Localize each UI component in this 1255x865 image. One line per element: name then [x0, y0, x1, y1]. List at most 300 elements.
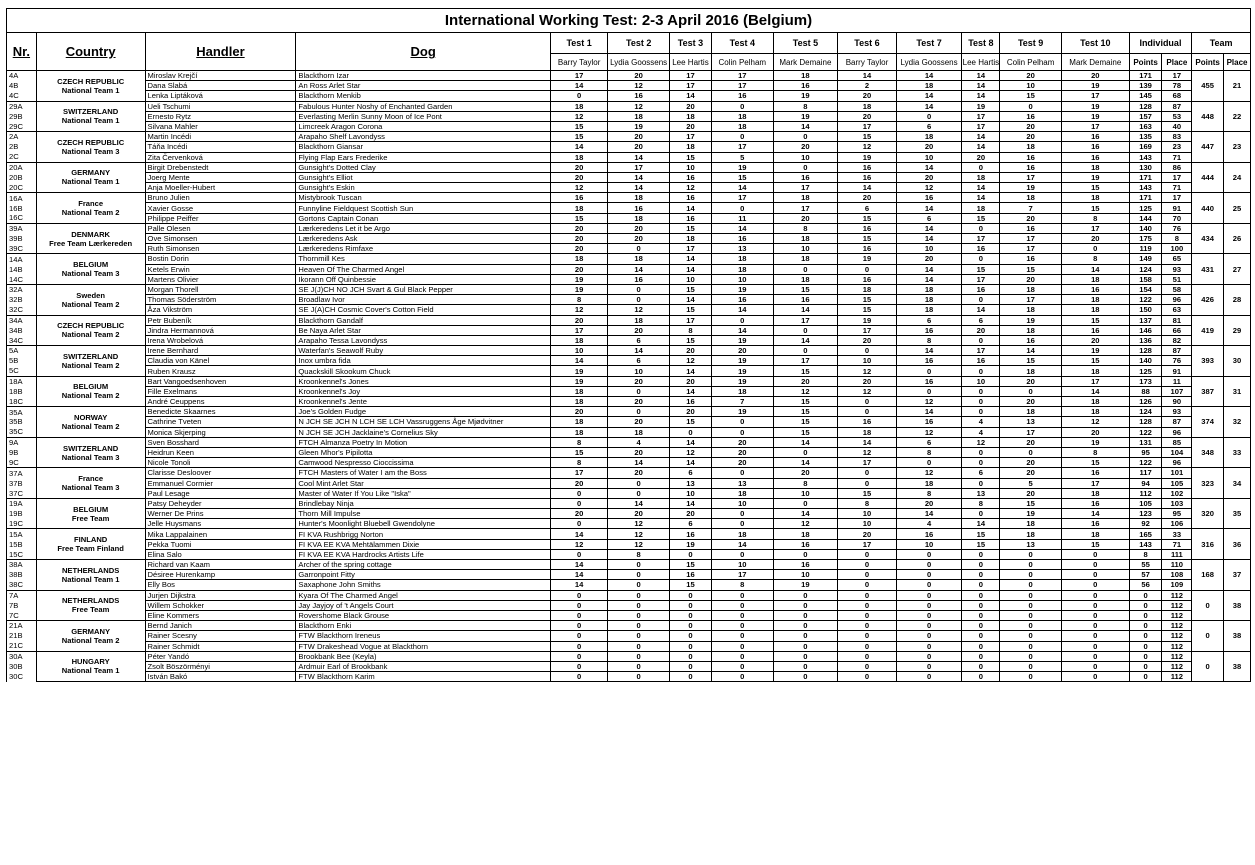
test-7-score: 8 — [896, 335, 962, 345]
team-country-cell — [36, 376, 145, 407]
header-country: Country — [36, 33, 145, 71]
dog-name: FTCH Masters of Water I am the Boss — [296, 468, 551, 478]
test-6-score: 14 — [838, 183, 896, 193]
individual-place: 71 — [1162, 152, 1192, 162]
test-2-score: 18 — [608, 254, 670, 264]
test-3-score: 16 — [669, 193, 711, 203]
entry-number: 7A — [7, 590, 37, 600]
test-2-score: 0 — [608, 610, 670, 620]
test-9-score: 0 — [1000, 600, 1062, 610]
dog-name: Thornmill Kes — [296, 254, 551, 264]
test-7-score: 6 — [896, 315, 962, 325]
table-row — [7, 101, 1251, 111]
test-3-score: 20 — [669, 121, 711, 131]
table-row — [7, 346, 1251, 356]
table-row — [7, 600, 1251, 610]
test-7-score: 16 — [896, 193, 962, 203]
test-1-score: 19 — [550, 366, 607, 376]
test-3-score: 17 — [669, 315, 711, 325]
test-10-score: 15 — [1061, 315, 1129, 325]
test-9-score: 14 — [1000, 346, 1062, 356]
individual-place: 110 — [1162, 560, 1192, 570]
test-3-score: 20 — [669, 509, 711, 519]
team-place: 21 — [1224, 71, 1251, 102]
dog-name: Kroonkennel's Jente — [296, 397, 551, 407]
table-row — [7, 234, 1251, 244]
test-9-score: 18 — [1000, 325, 1062, 335]
test-9-score: 18 — [1000, 305, 1062, 315]
test-10-score: 20 — [1061, 335, 1129, 345]
test-4-score: 18 — [712, 111, 774, 121]
team-points: 448 — [1192, 101, 1224, 132]
test-9-score: 20 — [1000, 274, 1062, 284]
handler-name: Åza Vikström — [145, 305, 296, 315]
dog-name: Ardmuir Earl of Brookbank — [296, 661, 551, 671]
test-7-score: 0 — [896, 621, 962, 631]
team-country: BELGIUM — [73, 260, 109, 270]
test-10-score: 12 — [1061, 417, 1129, 427]
header-place: Place — [1162, 54, 1192, 71]
individual-points: 140 — [1129, 356, 1162, 366]
test-9-score: 20 — [1000, 213, 1062, 223]
dog-name: SE J(A)CH Cosmic Cover's Cotton Field — [296, 305, 551, 315]
team-country: BELGIUM — [73, 382, 109, 392]
test-6-score: 0 — [838, 478, 896, 488]
table-row — [7, 549, 1251, 559]
test-5-score: 0 — [773, 325, 838, 335]
test-2-score: 6 — [608, 335, 670, 345]
individual-place: 109 — [1162, 580, 1192, 590]
dog-name: Archer of the spring cottage — [296, 560, 551, 570]
test-8-score: 19 — [962, 101, 1000, 111]
test-6-score: 18 — [838, 101, 896, 111]
test-3-score: 0 — [669, 672, 711, 682]
test-9-score: 19 — [1000, 315, 1062, 325]
handler-name: Fille Exelmans — [145, 386, 296, 396]
handler-name: Claudia von Känel — [145, 356, 296, 366]
test-7-score: 10 — [896, 244, 962, 254]
test-6-score: 14 — [838, 437, 896, 447]
test-2-score: 0 — [608, 661, 670, 671]
test-6-score: 20 — [838, 376, 896, 386]
test-2-score: 14 — [608, 498, 670, 508]
table-row — [7, 366, 1251, 376]
individual-place: 100 — [1162, 244, 1192, 254]
test-5-score: 0 — [773, 498, 838, 508]
test-9-score: 16 — [1000, 223, 1062, 233]
individual-place: 76 — [1162, 223, 1192, 233]
test-5-score: 10 — [773, 570, 838, 580]
handler-name: Ernesto Rytz — [145, 111, 296, 121]
individual-place: 66 — [1162, 325, 1192, 335]
team-country: Sweden — [76, 290, 105, 300]
test-3-score: 10 — [669, 488, 711, 498]
test-5-score: 8 — [773, 478, 838, 488]
team-country: SWITZERLAND — [63, 443, 119, 453]
dog-name: Jay Jayjoy of 't Angels Court — [296, 600, 551, 610]
handler-name: Willem Schokker — [145, 600, 296, 610]
team-points: 431 — [1192, 254, 1224, 285]
table-row — [7, 631, 1251, 641]
handler-name: Elina Salo — [145, 549, 296, 559]
test-9-score: 0 — [1000, 641, 1062, 651]
dog-name: Arapaho Shelf Lavondyss — [296, 132, 551, 142]
individual-points: 0 — [1129, 672, 1162, 682]
test-2-score: 16 — [608, 274, 670, 284]
test-5-score: 14 — [773, 335, 838, 345]
test-10-score: 0 — [1061, 600, 1129, 610]
test-5-score: 0 — [773, 549, 838, 559]
individual-place: 86 — [1162, 162, 1192, 172]
test-4-score: 13 — [712, 478, 774, 488]
individual-place: 17 — [1162, 172, 1192, 182]
test-8-score: 0 — [962, 295, 1000, 305]
table-row — [7, 488, 1251, 498]
test-4-score: 20 — [712, 346, 774, 356]
test-3-score: 15 — [669, 560, 711, 570]
test-4-score: 17 — [712, 71, 774, 81]
test-4-score: 0 — [712, 661, 774, 671]
test-6-score: 12 — [838, 366, 896, 376]
test-6-score: 12 — [838, 142, 896, 152]
team-points: 168 — [1192, 560, 1224, 591]
test-10-score: 20 — [1061, 71, 1129, 81]
test-3-score: 0 — [669, 651, 711, 661]
team-country-cell — [36, 223, 145, 254]
test-10-score: 16 — [1061, 284, 1129, 294]
test-3-score: 18 — [669, 142, 711, 152]
test-8-score: 0 — [962, 590, 1000, 600]
test-6-score: 19 — [838, 152, 896, 162]
test-5-score: 10 — [773, 152, 838, 162]
dog-name: Be Naya Arlet Star — [296, 325, 551, 335]
table-body — [7, 71, 1251, 682]
table-row — [7, 519, 1251, 529]
test-5-score: 12 — [773, 386, 838, 396]
entry-number: 16C — [7, 213, 37, 223]
test-6-score: 19 — [838, 315, 896, 325]
handler-name: Anja Moeller-Hubert — [145, 183, 296, 193]
test-6-score: 17 — [838, 458, 896, 468]
test-5-score: 0 — [773, 346, 838, 356]
team-country: CZECH REPUBLIC — [57, 321, 125, 331]
test-4-score: 17 — [712, 142, 774, 152]
test-9-score: 18 — [1000, 142, 1062, 152]
individual-points: 169 — [1129, 142, 1162, 152]
test-6-score: 0 — [838, 641, 896, 651]
table-row — [7, 651, 1251, 661]
dog-name: Lærkeredens Let it be Argo — [296, 223, 551, 233]
table-row — [7, 621, 1251, 631]
test-8-score: 0 — [962, 162, 1000, 172]
test-1-score: 19 — [550, 284, 607, 294]
table-row — [7, 274, 1251, 284]
test-2-score: 4 — [608, 437, 670, 447]
test-3-score: 20 — [669, 376, 711, 386]
table-row — [7, 203, 1251, 213]
team-name: Free Team — [71, 605, 110, 615]
test-6-score: 12 — [838, 386, 896, 396]
table-row — [7, 172, 1251, 182]
team-name: National Team 3 — [61, 483, 120, 493]
test-9-score: 0 — [1000, 560, 1062, 570]
test-6-score: 16 — [838, 417, 896, 427]
table-row — [7, 661, 1251, 671]
test-2-score: 20 — [608, 397, 670, 407]
test-10-score: 17 — [1061, 121, 1129, 131]
test-8-score: 14 — [962, 81, 1000, 91]
test-10-score: 15 — [1061, 203, 1129, 213]
dog-name: Waterfan's Seawolf Ruby — [296, 346, 551, 356]
table-row — [7, 244, 1251, 254]
team-name: National Team 2 — [61, 391, 120, 401]
test-2-score: 12 — [608, 519, 670, 529]
test-8-score: 0 — [962, 610, 1000, 620]
table-row — [7, 672, 1251, 682]
team-name: Free Team Finland — [57, 544, 124, 554]
header-test-9: Test 9 — [1000, 33, 1062, 54]
entry-number: 2A — [7, 132, 37, 142]
test-4-score: 19 — [712, 366, 774, 376]
individual-points: 122 — [1129, 295, 1162, 305]
test-1-score: 20 — [550, 509, 607, 519]
test-6-score: 10 — [838, 519, 896, 529]
header-nr: Nr. — [7, 33, 37, 71]
test-1-score: 0 — [550, 91, 607, 101]
handler-name: Morgan Thorell — [145, 284, 296, 294]
test-10-score: 16 — [1061, 498, 1129, 508]
test-3-score: 17 — [669, 132, 711, 142]
entry-number: 15B — [7, 539, 37, 549]
test-3-score: 15 — [669, 284, 711, 294]
test-4-score: 16 — [712, 295, 774, 305]
test-6-score: 17 — [838, 325, 896, 335]
test-7-score: 16 — [896, 325, 962, 335]
individual-points: 165 — [1129, 529, 1162, 539]
entry-number: 2B — [7, 142, 37, 152]
test-1-score: 12 — [550, 305, 607, 315]
test-5-score: 15 — [773, 417, 838, 427]
table-row — [7, 315, 1251, 325]
entry-number: 29B — [7, 111, 37, 121]
team-country: NORWAY — [73, 412, 108, 422]
team-points: 455 — [1192, 71, 1224, 102]
handler-name: Werner De Prins — [145, 509, 296, 519]
test-4-score: 18 — [712, 264, 774, 274]
test-6-score: 16 — [838, 162, 896, 172]
test-5-score: 16 — [773, 539, 838, 549]
entry-number: 18C — [7, 397, 37, 407]
table-row — [7, 397, 1251, 407]
test-9-score: 18 — [1000, 519, 1062, 529]
test-7-score: 20 — [896, 498, 962, 508]
individual-place: 112 — [1162, 631, 1192, 641]
test-7-score: 4 — [896, 519, 962, 529]
entry-number: 32A — [7, 284, 37, 294]
test-4-score: 14 — [712, 539, 774, 549]
test-2-score: 8 — [608, 549, 670, 559]
test-4-score: 0 — [712, 203, 774, 213]
test-5-score: 17 — [773, 183, 838, 193]
team-place: 38 — [1224, 590, 1251, 621]
test-2-score: 0 — [608, 560, 670, 570]
individual-place: 8 — [1162, 234, 1192, 244]
individual-points: 0 — [1129, 661, 1162, 671]
handler-name: Joerg Mente — [145, 172, 296, 182]
dog-name: Blackthorn Menkib — [296, 91, 551, 101]
individual-place: 108 — [1162, 570, 1192, 580]
individual-place: 91 — [1162, 366, 1192, 376]
test-8-score: 17 — [962, 234, 1000, 244]
dog-name: N JCH SE JCH N LCH SE LCH Vassruggens Åge Mjødvitner — [296, 417, 551, 427]
test-3-score: 0 — [669, 600, 711, 610]
dog-name: Ikorann Off Quinbessie — [296, 274, 551, 284]
dog-name: Blackthorn Giansar — [296, 142, 551, 152]
test-10-score: 17 — [1061, 91, 1129, 101]
test-10-score: 0 — [1061, 570, 1129, 580]
dog-name: Lærkeredens Ask — [296, 234, 551, 244]
dog-name: FTW Blackthorn Ireneus — [296, 631, 551, 641]
test-6-score: 0 — [838, 600, 896, 610]
test-1-score: 8 — [550, 458, 607, 468]
handler-name: Zsolt Böszörményi — [145, 661, 296, 671]
test-1-score: 18 — [550, 417, 607, 427]
handler-name: Palle Olesen — [145, 223, 296, 233]
handler-name: Elly Bos — [145, 580, 296, 590]
entry-number: 16A — [7, 193, 37, 203]
test-5-score: 0 — [773, 641, 838, 651]
team-country-cell — [36, 468, 145, 499]
test-4-score: 17 — [712, 570, 774, 580]
test-1-score: 0 — [550, 488, 607, 498]
individual-place: 23 — [1162, 142, 1192, 152]
team-name: National Team 2 — [61, 421, 120, 431]
test-4-score: 10 — [712, 560, 774, 570]
test-2-score: 20 — [608, 417, 670, 427]
test-4-score: 0 — [712, 590, 774, 600]
team-country: France — [78, 199, 104, 209]
team-country: FINLAND — [73, 535, 108, 545]
test-1-score: 20 — [550, 478, 607, 488]
test-3-score: 15 — [669, 335, 711, 345]
judge-6: Barry Taylor — [838, 54, 896, 71]
test-10-score: 8 — [1061, 447, 1129, 457]
test-9-score: 18 — [1000, 366, 1062, 376]
team-place: 30 — [1224, 346, 1251, 377]
test-2-score: 0 — [608, 580, 670, 590]
team-country: NETHERLANDS — [61, 565, 120, 575]
test-8-score: 6 — [962, 468, 1000, 478]
handler-name: Bruno Julien — [145, 193, 296, 203]
entry-number: 34A — [7, 315, 37, 325]
test-8-score: 8 — [962, 498, 1000, 508]
individual-points: 171 — [1129, 172, 1162, 182]
dog-name: Hunter's Moonlight Bluebell Gwendolyne — [296, 519, 551, 529]
test-7-score: 0 — [896, 458, 962, 468]
individual-place: 90 — [1162, 397, 1192, 407]
test-6-score: 0 — [838, 468, 896, 478]
dog-name: Joe's Golden Fudge — [296, 407, 551, 417]
handler-name: Ketels Erwin — [145, 264, 296, 274]
test-1-score: 8 — [550, 437, 607, 447]
table-row — [7, 458, 1251, 468]
individual-place: 96 — [1162, 295, 1192, 305]
test-3-score: 17 — [669, 244, 711, 254]
dog-name: Camwood Nespresso Cioccissima — [296, 458, 551, 468]
test-4-score: 8 — [712, 580, 774, 590]
test-9-score: 0 — [1000, 672, 1062, 682]
test-1-score: 17 — [550, 325, 607, 335]
entry-number: 37B — [7, 478, 37, 488]
test-2-score: 0 — [608, 284, 670, 294]
test-1-score: 14 — [550, 356, 607, 366]
handler-name: Bernd Janich — [145, 621, 296, 631]
entry-number: 21C — [7, 641, 37, 651]
team-country-cell — [36, 621, 145, 652]
team-country-cell — [36, 254, 145, 285]
test-2-score: 20 — [608, 376, 670, 386]
entry-number: 4A — [7, 71, 37, 81]
test-9-score: 0 — [1000, 631, 1062, 641]
team-place: 38 — [1224, 651, 1251, 682]
test-2-score: 18 — [608, 315, 670, 325]
individual-points: 92 — [1129, 519, 1162, 529]
header-test-2: Test 2 — [608, 33, 670, 54]
team-country-cell — [36, 193, 145, 224]
header-test-4: Test 4 — [712, 33, 774, 54]
test-8-score: 14 — [962, 183, 1000, 193]
handler-name: Emmanuel Cormier — [145, 478, 296, 488]
test-7-score: 20 — [896, 254, 962, 264]
test-9-score: 18 — [1000, 284, 1062, 294]
test-7-score: 0 — [896, 661, 962, 671]
test-4-score: 19 — [712, 335, 774, 345]
test-2-score: 14 — [608, 183, 670, 193]
test-5-score: 14 — [773, 458, 838, 468]
test-8-score: 15 — [962, 539, 1000, 549]
individual-points: 143 — [1129, 152, 1162, 162]
test-5-score: 16 — [773, 560, 838, 570]
test-3-score: 12 — [669, 447, 711, 457]
individual-place: 93 — [1162, 264, 1192, 274]
test-5-score: 0 — [773, 610, 838, 620]
test-7-score: 14 — [896, 407, 962, 417]
test-3-score: 18 — [669, 234, 711, 244]
team-country: SWITZERLAND — [63, 107, 119, 117]
handler-name: Nicole Tonoli — [145, 458, 296, 468]
test-6-score: 18 — [838, 427, 896, 437]
test-2-score: 20 — [608, 468, 670, 478]
entry-number: 30A — [7, 651, 37, 661]
individual-points: 150 — [1129, 305, 1162, 315]
test-10-score: 14 — [1061, 264, 1129, 274]
test-2-score: 12 — [608, 305, 670, 315]
test-8-score: 0 — [962, 651, 1000, 661]
test-10-score: 16 — [1061, 468, 1129, 478]
table-row — [7, 152, 1251, 162]
test-8-score: 0 — [962, 335, 1000, 345]
test-9-score: 5 — [1000, 478, 1062, 488]
test-3-score: 20 — [669, 346, 711, 356]
results-table — [6, 8, 1251, 682]
test-8-score: 0 — [962, 641, 1000, 651]
individual-points: 0 — [1129, 610, 1162, 620]
test-9-score: 15 — [1000, 264, 1062, 274]
test-10-score: 0 — [1061, 560, 1129, 570]
test-3-score: 0 — [669, 661, 711, 671]
individual-place: 96 — [1162, 458, 1192, 468]
test-5-score: 14 — [773, 437, 838, 447]
